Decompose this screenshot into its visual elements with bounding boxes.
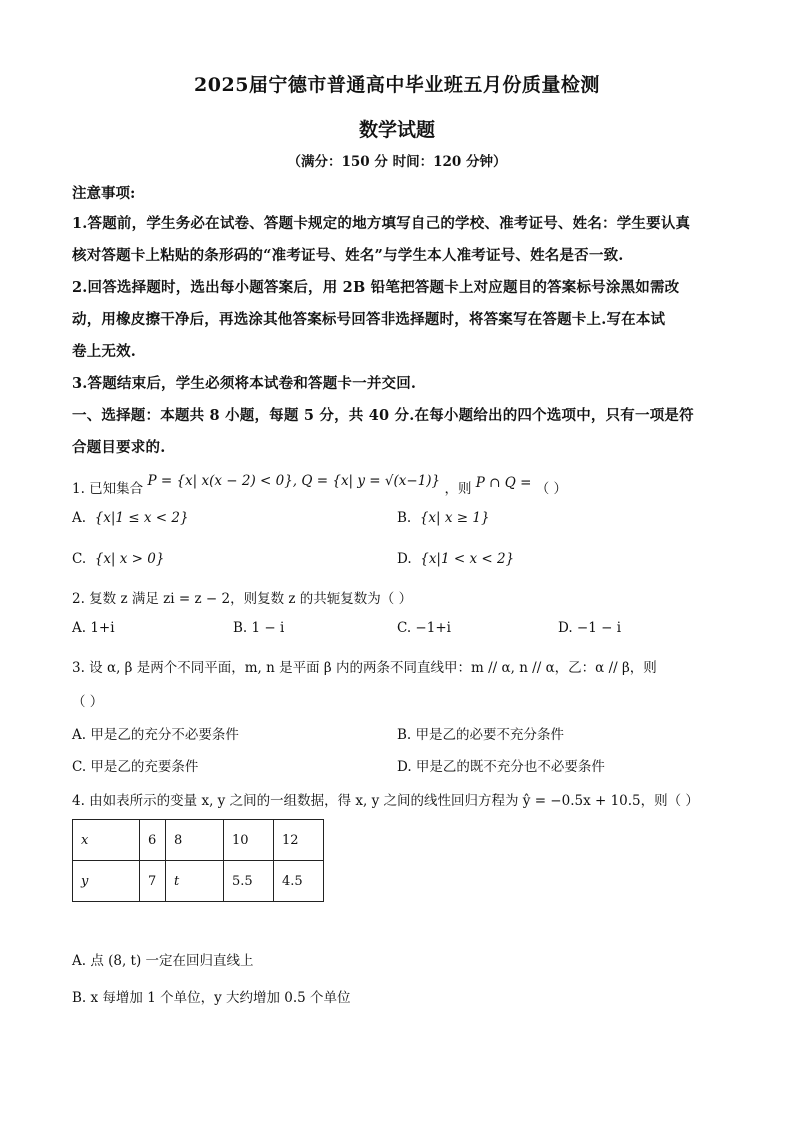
q1-prefix: 1. 已知集合: [72, 481, 144, 497]
q1-d-text: {x|1 < x < 2}: [420, 551, 515, 567]
notice-item1-line1: 1.答题前，学生务必在试卷、答题卡规定的地方填写自己的学校、准考证号、姓名：学生要认真: [72, 215, 691, 232]
table-cell: 6: [140, 820, 166, 861]
q3-option-d: D. 甲是乙的既不充分也不必要条件: [397, 759, 605, 775]
q1-option-b: [397, 510, 490, 526]
q2-option-a: A. 1+i: [72, 620, 115, 636]
q3-option-a: A. 甲是乙的充分不必要条件: [72, 727, 239, 743]
q1-b-label: B.: [397, 510, 412, 526]
q1-c-label: C.: [72, 551, 87, 567]
table-cell: 8: [166, 820, 224, 861]
section1-line2: 合题目要求的.: [72, 439, 166, 456]
notice-item2-line2: 动，用橡皮擦干净后，再选涂其他答案标号回答非选择题时，将答案写在答题卡上.写在本试: [72, 311, 666, 328]
q4-option-a: A. 点 (8, t) 一定在回归直线上: [72, 953, 254, 969]
q1-option-a: [72, 510, 189, 526]
q2-stem: 2. 复数 z 满足 zi = z − 2，则复数 z 的共轭复数为（ ）: [72, 591, 413, 607]
q1-option-c: [72, 551, 164, 567]
q1-a-label: A.: [72, 510, 87, 526]
q2-option-b: B. 1 − i: [233, 620, 285, 636]
notice-heading: 注意事项:: [72, 185, 136, 202]
q1-expr: P ∩ Q =: [475, 475, 532, 491]
table-cell: x: [73, 820, 140, 861]
table-row: [73, 820, 324, 861]
q1-b-text: {x| x ≥ 1}: [419, 510, 490, 526]
section1-line1: 一、选择题：本题共 8 小题，每题 5 分，共 40 分.在每小题给出的四个选项中，只有一项是符: [72, 407, 694, 424]
q1-paren: （ ）: [535, 481, 567, 497]
q3-option-c: C. 甲是乙的充要条件: [72, 759, 199, 775]
notice-item2-line3: 卷上无效.: [72, 343, 137, 360]
notice-item2-line1: 2.回答选择题时，选出每小题答案后，用 2B 铅笔把答题卡上对应题目的答案标号涂黑如需改: [72, 279, 680, 296]
q1-option-d: [397, 551, 514, 567]
q4-data-table: [72, 819, 324, 902]
exam-meta: （满分：150 分 时间：120 分钟）: [287, 154, 507, 170]
notice-item3: 3.答题结束后，学生必须将本试卷和答题卡一并交回.: [72, 375, 417, 392]
table-row: [73, 861, 324, 902]
q1-sets: P = {x| x(x − 2) < 0}, Q = {x| y = √(x−1)}: [147, 473, 441, 489]
exam-title: 2025届宁德市普通高中毕业班五月份质量检测: [194, 74, 600, 96]
q1-c-text: {x| x > 0}: [94, 551, 165, 567]
q2-option-c: C. −1+i: [397, 620, 451, 636]
notice-item1-line2: 核对答题卡上粘贴的条形码的“准考证号、姓名”与学生本人准考证号、姓名是否一致.: [72, 247, 624, 264]
q4-stem: 4. 由如表所示的变量 x, y 之间的一组数据，得 x, y 之间的线性回归方程为 ŷ = −0.5x + 10.5，则（ ）: [72, 793, 699, 809]
q3-stem-line2: （ ）: [72, 694, 104, 710]
q3-option-b: B. 甲是乙的必要不充分条件: [397, 727, 565, 743]
table-cell: y: [73, 861, 140, 902]
q4-option-b: B. x 每增加 1 个单位，y 大约增加 0.5 个单位: [72, 990, 351, 1006]
exam-subtitle: 数学试题: [358, 119, 435, 141]
table-cell: 12: [274, 820, 324, 861]
table-cell: t: [166, 861, 224, 902]
table-cell: 7: [140, 861, 166, 902]
table-cell: 4.5: [274, 861, 324, 902]
q3-stem-line1: 3. 设 α, β 是两个不同平面，m, n 是平面 β 内的两条不同直线甲：m // α, n // α，乙：α // β，则: [72, 660, 657, 676]
q1-stem: [72, 473, 567, 497]
q1-suffix: ，则: [444, 481, 472, 497]
q1-a-text: {x|1 ≤ x < 2}: [94, 510, 189, 526]
q2-option-d: D. −1 − i: [558, 620, 622, 636]
q1-d-label: D.: [397, 551, 412, 567]
table-cell: 10: [224, 820, 274, 861]
table-cell: 5.5: [224, 861, 274, 902]
